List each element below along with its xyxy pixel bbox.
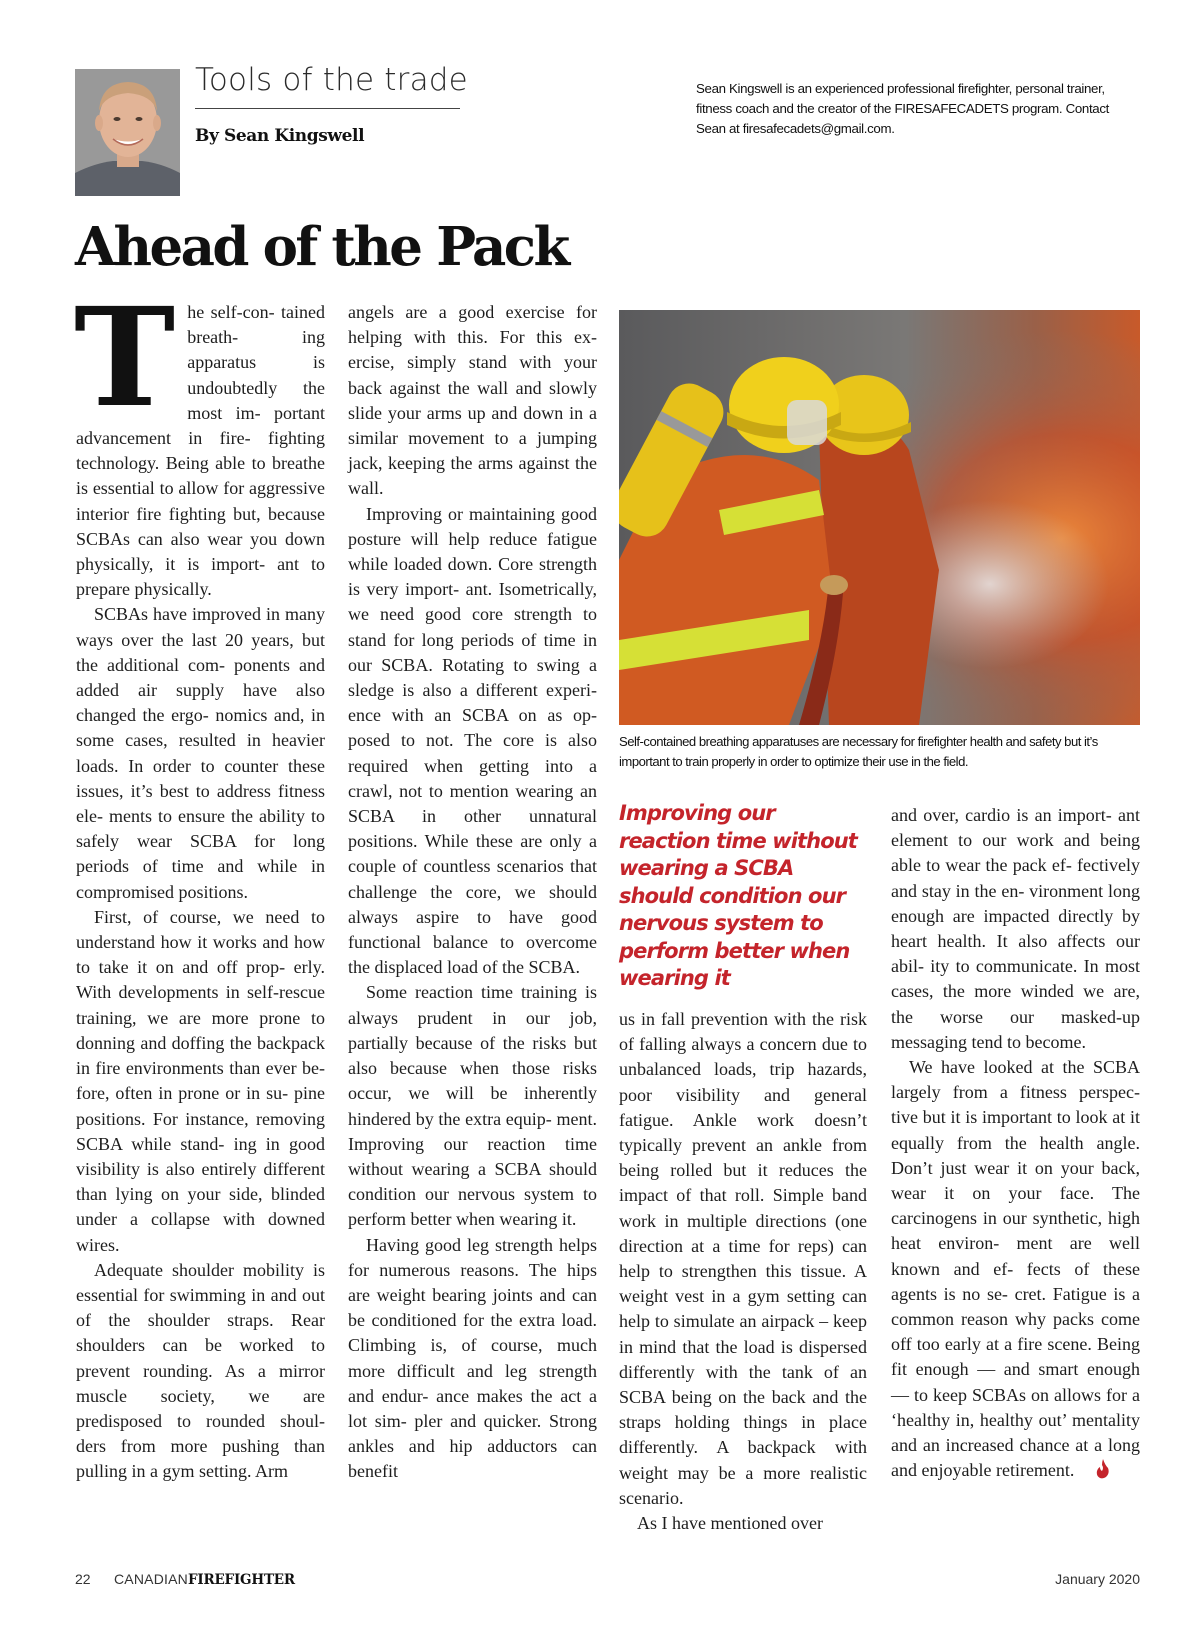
- paragraph-text: he self-con- tained breath- ing apparatus is undoubtedly the most im- portant advancement in fire- fighting technology. Being able to breathe is essential to allow for aggressive interior fire fighting but, because SCBAs can also wear you down physically, it is import- ant to prepare physically.: [76, 302, 325, 600]
- article-photo: [619, 310, 1140, 725]
- article-column-1: [74, 278, 325, 1572]
- flame-icon: [1078, 1459, 1109, 1486]
- article-column-4: [891, 803, 1140, 1568]
- photo-caption: Self-contained breathing apparatuses are necessary for firefighter health and safety but it’s important to train properly in order to optimize their use in the field.: [619, 734, 1098, 769]
- title-rule: [195, 108, 460, 109]
- magazine-name-light: CANADIAN: [114, 1571, 188, 1587]
- paragraph: [74, 278, 325, 602]
- article-headline: Ahead of the Pack: [75, 216, 568, 278]
- page-number: 22: [75, 1571, 91, 1587]
- article-column-2: [348, 300, 597, 1572]
- drop-cap: T: [74, 278, 176, 438]
- paragraph: angels are a good exercise for helping with this. For this ex- ercise, simply stand with your back against the wall and slowly slide your arms up and down in a similar movement to a jumping jack, keeping the arms against the wall.: [348, 302, 597, 499]
- magazine-name-bold: FIREFIGHTER: [187, 1572, 295, 1588]
- paragraph-text: We have looked at the SCBA largely from a fitness perspec- tive but it is important to look at it equally from the health angle. Don’t just wear it on your back, wear it on your face. The carcinogens in our synthetic, high heat environ- ment are well known and ef- fects of these agents is no se- cret. Fatigue is a common reason why packs come off too early at a fire scene. Being fit enough — and smart enough — to keep SCBAs on allows for a ‘healthy in, healthy out’ mentality and an increased chance at a long and enjoyable retirement.: [891, 1057, 1140, 1481]
- magazine-name: [114, 1571, 295, 1588]
- paragraph: [891, 1055, 1140, 1486]
- issue-date: January 2020: [1055, 1571, 1140, 1587]
- paragraph: Some reaction time training is always prudent in our job, partially because of the risks but also because when those risks occur, we will be inherently hindered by the extra equip- ment. Improving our reaction time without wearing a SCBA should condition our nervous system to perform better when wearing it.: [348, 982, 597, 1230]
- paragraph: As I have mentioned over: [637, 1513, 823, 1534]
- author-headshot-icon: [75, 69, 180, 196]
- paragraph: Improving or maintaining good posture will help reduce fatigue while loaded down. Core strength is very import- ant. Isometrically, we need good core strength to stand for long periods of time in our SCBA. Rotating to swing a sledge is also a different experi- ence with an SCBA on as op- posed to not. The core is also required when getting into a crawl, not to mention wearing an SCBA in other unnatural positions. While these are only a couple of countless scenarios that challenge the core, we should always aspire to have good functional balance to overcome the displaced load of the SCBA.: [348, 503, 597, 978]
- paragraph: us in fall prevention with the risk of falling always a concern due to unbalanced loads, trip hazards, poor visibility and general fatigue. Ankle work doesn’t typically prevent an ankle from being rolled but it reduces the impact of that roll. Simple band work in multiple directions (one direction at a time for reps) can help to strengthen this tissue. A weight vest in a gym setting can help to simulate an airpack – keep in mind that the load is dispersed differently with the tank of an SCBA being on the back and the straps holding things in place differently. A backpack with weight may be a more realistic scenario.: [619, 1009, 867, 1508]
- paragraph: SCBAs have improved in many ways over the last 20 years, but the additional com- ponents and added air supply have also changed the ergo- nomics and, in some cases, resulted in heavier loads. In order to counter these issues, it’s best to address fitness ele- ments to ensure the ability to safely wear SCBA for long periods of time and while in compromised positions.: [76, 604, 325, 902]
- author-bio: Sean Kingswell is an experienced professional firefighter, personal trainer, fitness coach and the creator of the FIRESAFECADETS program. Contact Sean at firesafecadets@gmail.com.: [696, 81, 1109, 136]
- pull-quote: Improving our reaction time without wearing a SCBA should condition our nervous system to perform better when wearing it: [619, 801, 857, 990]
- column-title: Tools of the trade: [195, 62, 468, 98]
- paragraph: Having good leg strength helps for numerous reasons. The hips are weight bearing joints and can be conditioned for the extra load. Climbing is, of course, much more difficult and leg strength and endur- ance makes the act a lot sim- pler and quicker. Strong ankles and hip adductors can benefit: [348, 1234, 597, 1482]
- paragraph: Adequate shoulder mobility is essential for swimming in and out of the shoulder straps. Rear shoulders can be worked to prevent rounding. As a mirror muscle society, we are predisposed to rounded shoul- ders from more pushing than pulling in a gym setting. Arm: [76, 1259, 325, 1482]
- article-column-3: [619, 1007, 867, 1567]
- paragraph: and over, cardio is an import- ant element to our work and being able to wear the pack ef- fectively and stay in the en- vironment long enough are impacted directly by heart health. It also affects our abil- ity to communicate. In most cases, the more winded we are, the worse our masked-up messaging tend to become.: [891, 805, 1140, 1052]
- firefighters-photo-icon: [619, 310, 1140, 725]
- byline: By Sean Kingswell: [195, 126, 365, 146]
- paragraph: First, of course, we need to understand how it works and how to take it on and off prop- erly. With developments in self-rescue training, we are more prone to donning and doffing the backpack in fire environments than ever be- fore, often in prone or in su- pine positions. For instance, removing SCBA while stand- ing in good visibility is also entirely different than lying on your side, blinded under a collapse with downed wires.: [76, 906, 325, 1255]
- author-photo: [75, 69, 180, 196]
